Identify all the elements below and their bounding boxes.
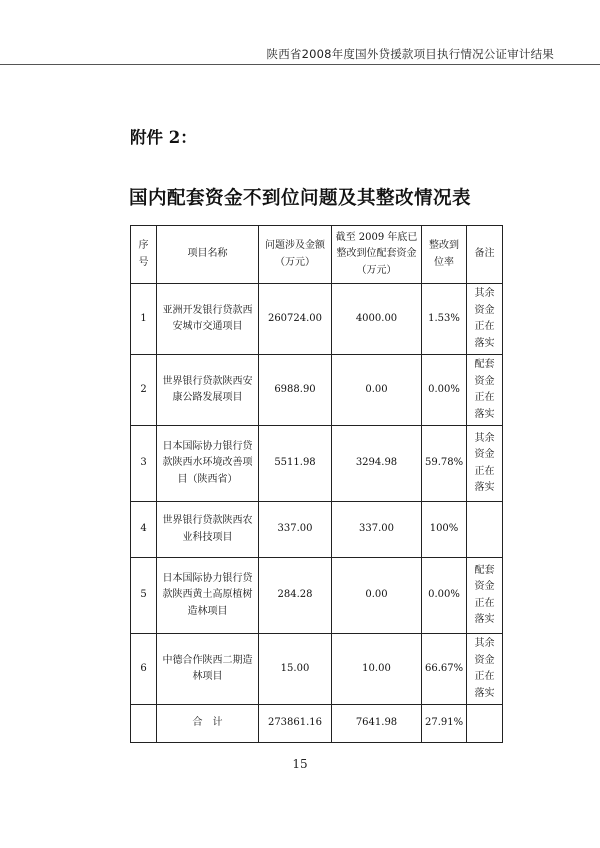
cell-rate: 100%	[422, 502, 467, 558]
cell-index: 2	[131, 355, 157, 426]
cell-note: 其余资金正在落实	[467, 634, 503, 705]
cell-rate: 0.00%	[422, 558, 467, 634]
cell-project-name: 亚洲开发银行贷款西安城市交通项目	[157, 284, 259, 355]
running-header: 陕西省2008年度国外贷援款项目执行情况公证审计结果	[266, 47, 554, 61]
cell-amount: 15.00	[259, 634, 332, 705]
funding-issues-table	[130, 225, 503, 743]
cell-amount: 260724.00	[259, 284, 332, 355]
table-total-row	[131, 705, 503, 743]
cell-index: 3	[131, 426, 157, 502]
cell-rate: 0.00%	[422, 355, 467, 426]
header-rule	[0, 64, 600, 65]
total-note	[467, 705, 503, 743]
cell-note: 配套资金正在落实	[467, 558, 503, 634]
table-row	[131, 634, 503, 705]
cell-index: 4	[131, 502, 157, 558]
header-rate: 整改到位率	[422, 226, 467, 284]
cell-amount: 5511.98	[259, 426, 332, 502]
total-rate: 27.91%	[422, 705, 467, 743]
total-amount: 273861.16	[259, 705, 332, 743]
header-note: 备注	[467, 226, 503, 284]
cell-index	[131, 705, 157, 743]
table-row	[131, 558, 503, 634]
table-row	[131, 355, 503, 426]
cell-rate: 66.67%	[422, 634, 467, 705]
cell-funded: 337.00	[332, 502, 422, 558]
total-label: 合 计	[157, 705, 259, 743]
cell-funded: 0.00	[332, 355, 422, 426]
cell-project-name: 日本国际协力银行贷款陕西水环境改善项目（陕西省）	[157, 426, 259, 502]
cell-amount: 6988.90	[259, 355, 332, 426]
header-project-name: 项目名称	[157, 226, 259, 284]
cell-project-name: 日本国际协力银行贷款陕西黄土高原植树造林项目	[157, 558, 259, 634]
cell-amount: 284.28	[259, 558, 332, 634]
cell-rate: 1.53%	[422, 284, 467, 355]
cell-funded: 4000.00	[332, 284, 422, 355]
table-header-row	[131, 226, 503, 284]
cell-project-name: 中德合作陕西二期造林项目	[157, 634, 259, 705]
cell-funded: 0.00	[332, 558, 422, 634]
cell-rate: 59.78%	[422, 426, 467, 502]
document-title: 国内配套资金不到位问题及其整改情况表	[128, 188, 471, 209]
header-amount: 问题涉及金额（万元）	[259, 226, 332, 284]
cell-project-name: 世界银行贷款陕西农业科技项目	[157, 502, 259, 558]
cell-index: 1	[131, 284, 157, 355]
table-row	[131, 502, 503, 558]
header-funded: 截至 2009 年底已整改到位配套资金（万元）	[332, 226, 422, 284]
cell-funded: 10.00	[332, 634, 422, 705]
cell-amount: 337.00	[259, 502, 332, 558]
cell-note: 其余资金正在落实	[467, 284, 503, 355]
attachment-label: 附件 2：	[130, 128, 197, 147]
table-row	[131, 426, 503, 502]
header-index: 序号	[131, 226, 157, 284]
cell-index: 6	[131, 634, 157, 705]
total-funded: 7641.98	[332, 705, 422, 743]
cell-funded: 3294.98	[332, 426, 422, 502]
cell-note: 配套资金正在落实	[467, 355, 503, 426]
cell-index: 5	[131, 558, 157, 634]
page-number: 15	[292, 757, 308, 771]
cell-note: 其余资金正在落实	[467, 426, 503, 502]
cell-note	[467, 502, 503, 558]
cell-project-name: 世界银行贷款陕西安康公路发展项目	[157, 355, 259, 426]
table-row	[131, 284, 503, 355]
